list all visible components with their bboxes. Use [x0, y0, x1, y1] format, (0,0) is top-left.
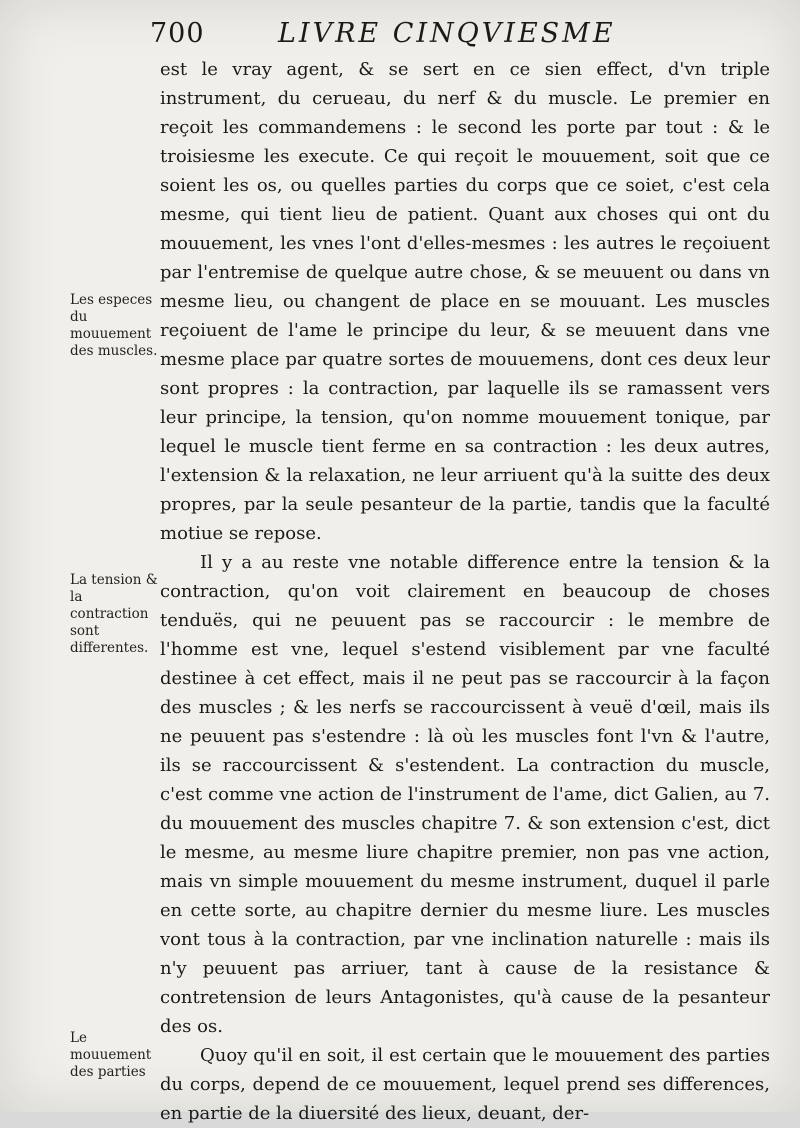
- paragraph: est le vray agent, & se sert en ce sien effect, d'vn triple instrument, du cerueau, du nerf & du muscle. Le premier en reçoit les commandemens : le second les porte par tout : & le troisiesme les execute. Ce qui reçoit le mouuement, soit que ce soient les os, ou quelles parties du corps que ce soiet, c'est cela mesme, qui tient lieu de patient. Quant aux choses qui ont du mouuement, les vnes l'ont d'elles-mesmes : les autres le reçoiuent par l'entremise de quelque autre chose, & se meuuent ou dans vn mesme lieu, ou changent de place en se mouuant. Les muscles reçoiuent de l'ame le principe du leur, & se meuuent dans vne mesme place par quatre sortes de mouuemens, dont ces deux leur sont propres : la contraction, par laquelle ils se ramassent vers leur principe, la tension, qu'on nomme mouuement tonique, par lequel le muscle tient ferme en sa contraction : les deux autres, l'extension & la relaxation, ne leur arriuent qu'à la suitte des deux propres, par la seule pesanteur de la partie, tandis que la faculté motiue se repose.: [160, 59, 770, 544]
- running-title: LIVRE CINQVIESME: [278, 18, 616, 49]
- paragraph: Il y a au reste vne notable difference entre la tension & la contraction, qu'on voit clairement en beaucoup de choses tenduës, qui ne peuuent pas se raccourcir : le membre de l'homme est vne, lequel s'estend visiblement par vne faculté destinee à cet effect, mais il ne peut pas se raccourcir à la façon des muscles ; & les nerfs se raccourcissent à veuë d'œil, mais ils ne peuuent pas s'estendre : là où les muscles font l'vn & l'autre, ils se raccourcissent & s'estendent. La contraction du muscle, c'est comme vne action de l'instrument de l'ame, dict Galien, au 7. du mouuement des muscles chapitre 7. & son extension c'est, dict le mesme, au mesme liure chapitre premier, non pas vne action, mais vn simple mouuement du mesme instrument, duquel il parle en cette sorte, au chapitre dernier du mesme liure. Les muscles vont tous à la contraction, par vne inclination naturelle : mais ils n'y peuuent pas arriuer, tant à cause de la resistance & contretension de leurs Antagonistes, qu'à cause de la pesanteur des os.: [160, 552, 770, 1037]
- page-number: 700: [150, 18, 205, 49]
- margin-note: Les especes du mouuement des muscles.: [70, 292, 158, 359]
- margin-note: La tension & la contraction sont differentes.: [70, 572, 158, 656]
- paragraph: Quoy qu'il en soit, il est certain que le mouuement des parties du corps, depend de ce mouuement, lequel prend ses differences, en partie de la diuersité des lieux, deuant, der-: [160, 1045, 770, 1124]
- page-header: [150, 12, 670, 52]
- margin-note: Le mouuement des parties: [70, 1030, 152, 1080]
- body-text: [160, 55, 770, 1128]
